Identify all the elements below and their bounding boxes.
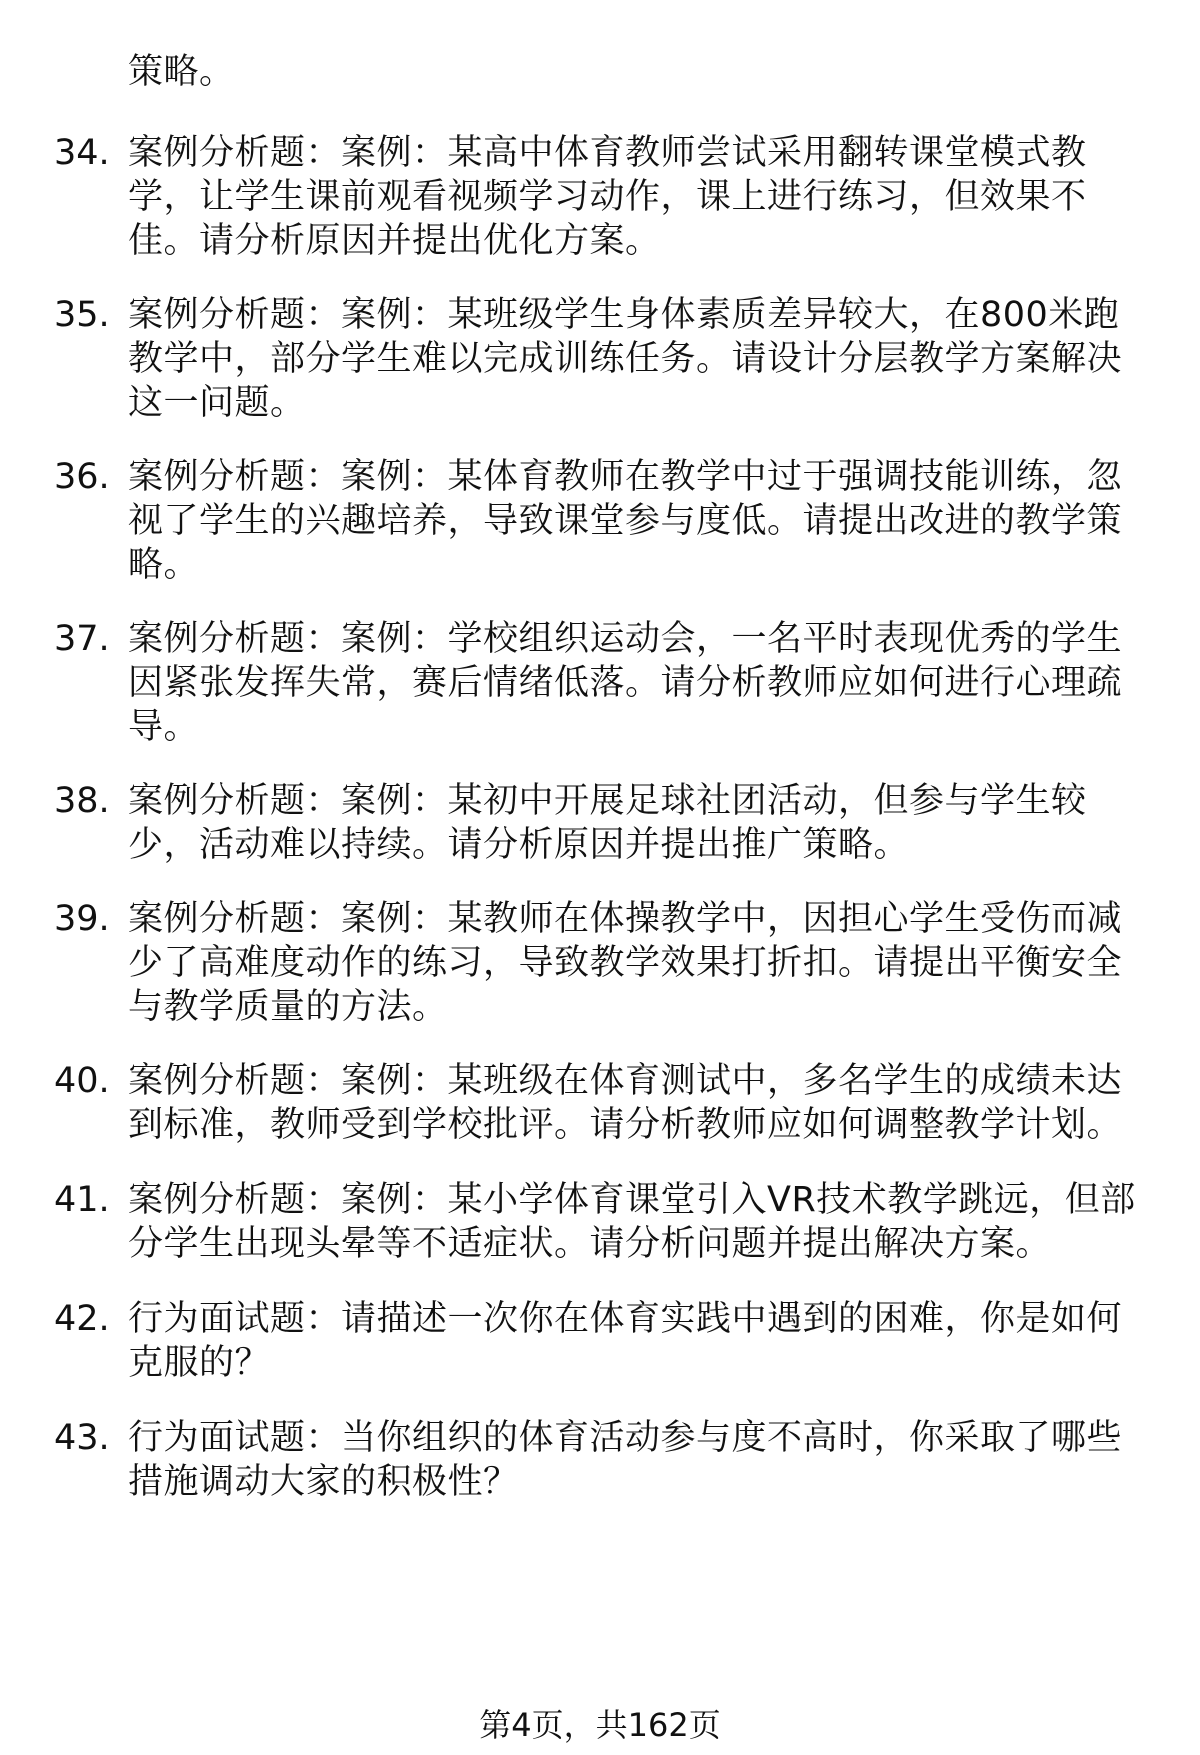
question-line: 分学生出现头晕等不适症状。请分析问题并提出解决方案。	[128, 1224, 1052, 1264]
question-line: 导。	[128, 707, 200, 747]
question-number: 43.	[54, 1418, 110, 1458]
question-number: 39.	[54, 899, 110, 939]
question-line: 案例分析题：案例：某班级学生身体素质差异较大，在800米跑	[128, 295, 1120, 335]
question-line: 略。	[128, 545, 200, 585]
question-number: 41.	[54, 1180, 110, 1220]
question-line: 措施调动大家的积极性？	[128, 1462, 519, 1502]
continuation-text: 策略。	[128, 52, 235, 92]
question-line: 案例分析题：案例：某教师在体操教学中，因担心学生受伤而减	[128, 899, 1123, 939]
question-number: 35.	[54, 295, 110, 335]
question-line: 与教学质量的方法。	[128, 987, 448, 1027]
question-number: 37.	[54, 619, 110, 659]
question-line: 案例分析题：案例：学校组织运动会，一名平时表现优秀的学生	[128, 619, 1123, 659]
question-line: 案例分析题：案例：某小学体育课堂引入VR技术教学跳远，但部	[128, 1180, 1136, 1220]
question-number: 34.	[54, 133, 110, 173]
question-number: 36.	[54, 457, 110, 497]
question-line: 案例分析题：案例：某初中开展足球社团活动，但参与学生较	[128, 781, 1087, 821]
question-line: 佳。请分析原因并提出优化方案。	[128, 221, 661, 261]
question-line: 少，活动难以持续。请分析原因并提出推广策略。	[128, 825, 910, 865]
question-line: 案例分析题：案例：某体育教师在教学中过于强调技能训练，忽	[128, 457, 1123, 497]
question-line: 少了高难度动作的练习，导致教学效果打折扣。请提出平衡安全	[128, 943, 1123, 983]
question-line: 视了学生的兴趣培养，导致课堂参与度低。请提出改进的教学策	[128, 501, 1123, 541]
question-line: 教学中，部分学生难以完成训练任务。请设计分层教学方案解决	[128, 339, 1123, 379]
question-line: 到标准，教师受到学校批评。请分析教师应如何调整教学计划。	[128, 1105, 1123, 1145]
question-line: 学，让学生课前观看视频学习动作，课上进行练习，但效果不	[128, 177, 1087, 217]
question-line: 因紧张发挥失常，赛后情绪低落。请分析教师应如何进行心理疏	[128, 663, 1123, 703]
question-number: 40.	[54, 1061, 110, 1101]
question-number: 42.	[54, 1299, 110, 1339]
question-line: 行为面试题：当你组织的体育活动参与度不高时，你采取了哪些	[128, 1418, 1123, 1458]
question-line: 案例分析题：案例：某班级在体育测试中，多名学生的成绩未达	[128, 1061, 1123, 1101]
question-line: 案例分析题：案例：某高中体育教师尝试采用翻转课堂模式教	[128, 133, 1087, 173]
question-line: 这一问题。	[128, 383, 306, 423]
question-number: 38.	[54, 781, 110, 821]
question-line: 克服的？	[128, 1343, 271, 1383]
page-footer: 第4页，共162页	[479, 1706, 721, 1744]
question-line: 行为面试题：请描述一次你在体育实践中遇到的困难，你是如何	[128, 1299, 1123, 1339]
